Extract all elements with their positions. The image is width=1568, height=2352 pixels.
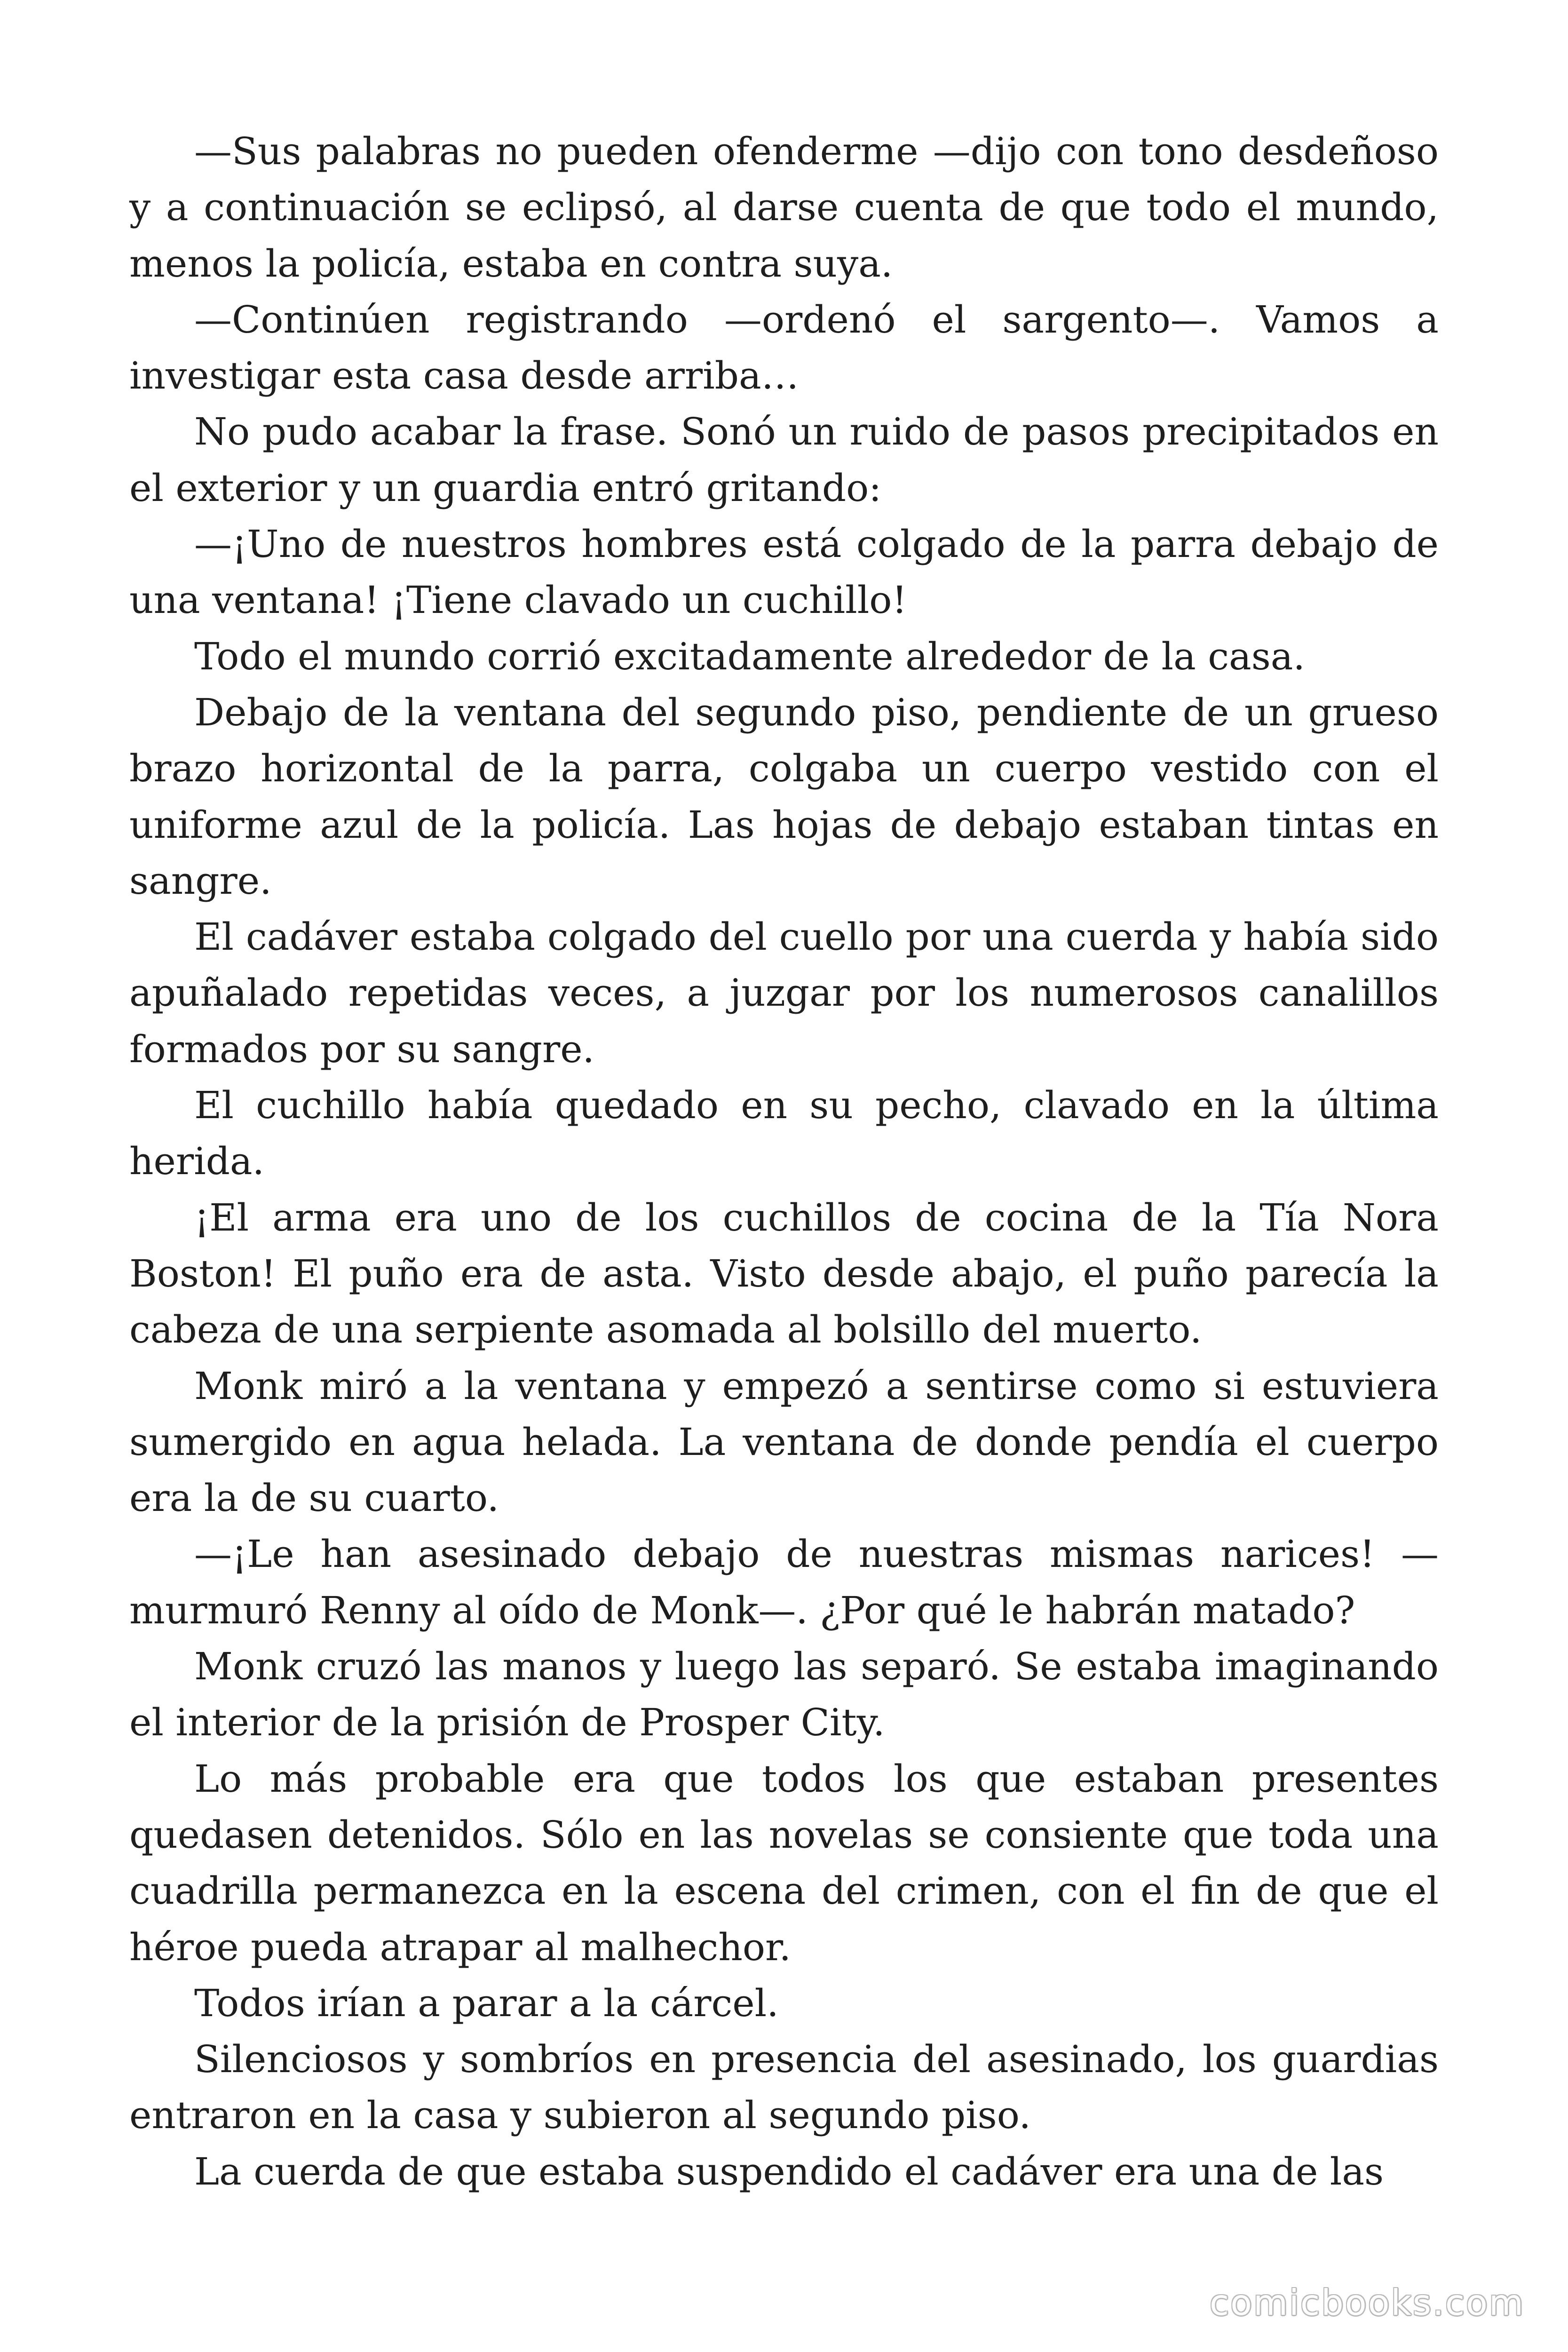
paragraph: Todo el mundo corrió excitadamente alrededor de la casa. (194, 634, 1305, 678)
paragraph: —¡Le han asesinado debajo de nuestras mismas narices! —murmuró Renny al oído de Monk—. ¿Por qué le habrán matado? (129, 1532, 1439, 1632)
paragraph: Debajo de la ventana del segundo piso, pendiente de un grueso brazo horizontal de la parra, colgaba un cuerpo vestido con el uniforme azul de la policía. Las hojas de debajo estaban tintas en sangre. (129, 690, 1439, 903)
paragraph: Monk cruzó las manos y luego las separó. Se estaba imaginando el interior de la prisión de Prosper City. (129, 1645, 1439, 1745)
paragraph: El cadáver estaba colgado del cuello por una cuerda y había sido apuñalado repetidas veces, a juzgar por los numerosos canalillos formados por su sangre. (129, 915, 1439, 1071)
paragraph: Todos irían a parar a la cárcel. (194, 1981, 779, 2025)
paragraph: Monk miró a la ventana y empezó a sentirse como si estuviera sumergido en agua helada. La ventana de donde pendía el cuerpo era la de su cuarto. (129, 1364, 1439, 1520)
paragraph: No pudo acabar la frase. Sonó un ruido de pasos precipitados en el exterior y un guardia entró gritando: (129, 410, 1439, 510)
paragraph: Lo más probable era que todos los que estaban presentes quedasen detenidos. Sólo en las novelas se consiente que toda una cuadrilla permanezca en la escena del crimen, con el fin de que el héroe pueda atrapar al malhechor. (129, 1756, 1439, 1969)
paragraph: —Sus palabras no pueden ofenderme —dijo con tono desdeñoso y a continuación se eclipsó, al darse cuenta de que todo el mundo, menos la policía, estaba en contra suya. (129, 129, 1439, 286)
paragraph: —Continúen registrando —ordenó el sargento—. Vamos a investigar esta casa desde arriba… (129, 297, 1439, 398)
watermark: comicbooks.com (1209, 2282, 1525, 2323)
paragraph: El cuchillo había quedado en su pecho, clavado en la última herida. (129, 1083, 1439, 1184)
paragraph: —¡Uno de nuestros hombres está colgado de la parra debajo de una ventana! ¡Tiene clavado un cuchillo! (129, 522, 1439, 622)
paragraph: La cuerda de que estaba suspendido el cadáver era una de las (194, 2149, 1384, 2193)
paragraph: ¡El arma era uno de los cuchillos de cocina de la Tía Nora Boston! El puño era de asta. Visto desde abajo, el puño parecía la cabeza de una serpiente asomada al bolsillo del muerto. (129, 1195, 1439, 1352)
page-body (129, 123, 1439, 2200)
paragraph: Silenciosos y sombríos en presencia del asesinado, los guardias entraron en la casa y subieron al segundo piso. (129, 2037, 1439, 2137)
